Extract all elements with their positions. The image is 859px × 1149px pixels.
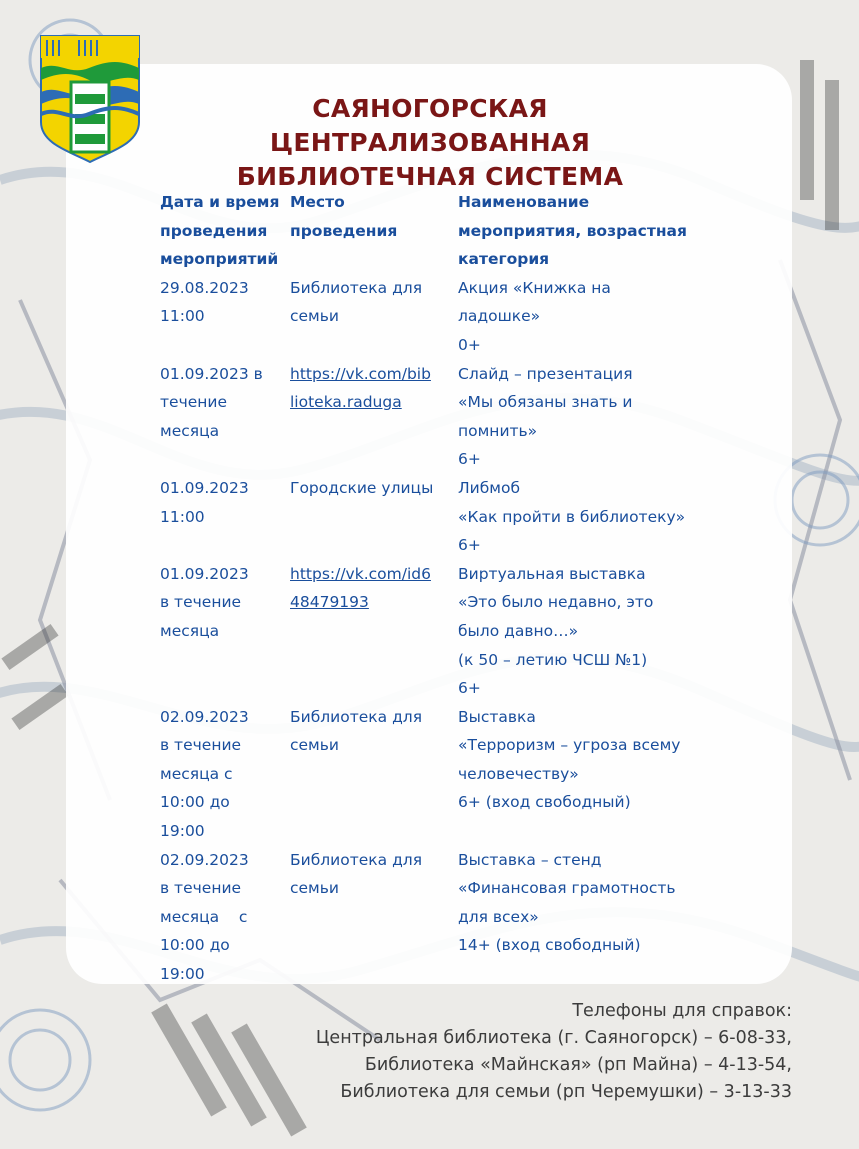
schedule-row [160, 703, 718, 846]
event-place-line: Библиотека для [290, 707, 423, 726]
event-name-line: Либмоб [458, 478, 521, 497]
contact-phones [316, 998, 792, 1106]
event-name-line: «Это было недавно, это [458, 593, 654, 612]
schedule-row [160, 474, 718, 560]
event-place [290, 846, 458, 989]
event-name-line: Выставка – стенд [458, 850, 602, 869]
event-place-line: Городские улицы [290, 478, 434, 497]
event-date-line: в течение [160, 879, 242, 898]
event-name [458, 360, 718, 474]
schedule-row [160, 560, 718, 703]
event-date-line: месяца [160, 421, 220, 440]
event-date-line: 01.09.2023 [160, 564, 249, 583]
event-name [458, 274, 718, 360]
event-place-line: семьи [290, 307, 339, 326]
event-date-line: месяца с [160, 907, 248, 926]
header-date-line: Дата и время [160, 193, 280, 211]
event-place-line: семьи [290, 736, 339, 755]
event-date-line: 02.09.2023 [160, 850, 249, 869]
event-place-line: семьи [290, 879, 339, 898]
event-date-line: 11:00 [160, 307, 205, 326]
event-name-line: (к 50 – летию ЧСШ №1) [458, 650, 648, 669]
event-name-line: для всех» [458, 907, 539, 926]
event-name [458, 846, 718, 989]
event-date-line: 01.09.2023 [160, 478, 249, 497]
event-name [458, 560, 718, 703]
phone-mainskaya-library: Библиотека «Майнская» (рп Майна) – 4-13-54, [364, 1055, 792, 1075]
event-name-line: Слайд – презентация [458, 364, 633, 383]
event-place [290, 474, 458, 560]
event-place [290, 274, 458, 360]
event-date [160, 360, 290, 474]
event-name-line: «Как пройти в библиотеку» [458, 507, 686, 526]
event-place-line: Библиотека для [290, 850, 423, 869]
event-date-line: 11:00 [160, 507, 205, 526]
event-date-line: месяца с [160, 764, 233, 783]
event-name-line: «Финансовая грамотность [458, 879, 676, 898]
header-name-line: мероприятия, возрастная [458, 221, 687, 240]
event-name-line: было давно…» [458, 621, 579, 640]
event-date-line: 10:00 до [160, 793, 230, 812]
header-date [160, 188, 290, 274]
event-name-line: человечеству» [458, 764, 579, 783]
vk-library-link-continued[interactable]: lioteka.raduga [290, 393, 402, 412]
title-line-1: САЯНОГОРСКАЯ [312, 94, 548, 123]
event-name-line: Акция «Книжка на [458, 278, 611, 297]
event-name-line: Виртуальная выставка [458, 564, 646, 583]
event-name-line: Выставка [458, 707, 536, 726]
event-name-line: «Терроризм – угроза всему [458, 736, 681, 755]
vk-library-link[interactable]: https://vk.com/bib [290, 364, 431, 383]
schedule-row [160, 274, 718, 360]
header-name-line: Наименование [458, 193, 590, 211]
event-place [290, 560, 458, 703]
event-date-line: 19:00 [160, 965, 205, 984]
vk-profile-link[interactable]: https://vk.com/id6 [290, 564, 431, 583]
schedule-row [160, 846, 718, 989]
event-date-line: 10:00 до [160, 936, 230, 955]
event-name [458, 474, 718, 560]
title-line-3: БИБЛИОТЕЧНАЯ СИСТЕМА [236, 162, 624, 191]
event-date-line: в течение [160, 593, 242, 612]
event-date-line: 02.09.2023 [160, 707, 249, 726]
title-line-2: ЦЕНТРАЛИЗОВАННАЯ [269, 128, 591, 157]
coat-of-arms-icon [39, 34, 141, 164]
header-place-line: проведения [290, 221, 398, 240]
header-place [290, 188, 458, 274]
event-date [160, 560, 290, 703]
schedule-row [160, 360, 718, 474]
header-date-line: мероприятий [160, 250, 279, 269]
age-rating: 6+ (вход свободный) [458, 793, 631, 812]
age-rating: 6+ [458, 450, 481, 469]
vk-profile-link-continued[interactable]: 48479193 [290, 593, 369, 612]
event-date-line: в течение [160, 736, 242, 755]
event-place-line: Библиотека для [290, 278, 423, 297]
event-date-line: 29.08.2023 [160, 278, 249, 297]
phone-family-library: Библиотека для семьи (рп Черемушки) – 3-13-33 [340, 1082, 792, 1102]
schedule-header-row [160, 188, 718, 274]
header-name [458, 188, 718, 274]
page-title [200, 92, 660, 194]
phone-central-library: Центральная библиотека (г. Саяногорск) – 6-08-33, [315, 1028, 792, 1048]
event-name-line: ладошке» [458, 307, 541, 326]
event-date [160, 274, 290, 360]
event-name-line: «Мы обязаны знать и [458, 393, 633, 412]
header-name-line: категория [458, 250, 550, 269]
age-rating: 6+ [458, 679, 481, 698]
event-date-line: 19:00 [160, 822, 205, 841]
age-rating: 14+ (вход свободный) [458, 936, 641, 955]
event-schedule [160, 188, 718, 989]
event-name [458, 703, 718, 846]
event-date [160, 474, 290, 560]
event-date-line: месяца [160, 621, 220, 640]
header-date-line: проведения [160, 221, 268, 240]
event-date-line: течение [160, 393, 228, 412]
header-place-line: Место [290, 193, 345, 211]
event-place [290, 360, 458, 474]
phones-heading: Телефоны для справок: [572, 1001, 792, 1021]
event-name-line: помнить» [458, 421, 538, 440]
event-date [160, 703, 290, 846]
age-rating: 6+ [458, 536, 481, 555]
event-place [290, 703, 458, 846]
event-date [160, 846, 290, 989]
age-rating: 0+ [458, 335, 481, 354]
event-date-line: 01.09.2023 в [160, 364, 263, 383]
